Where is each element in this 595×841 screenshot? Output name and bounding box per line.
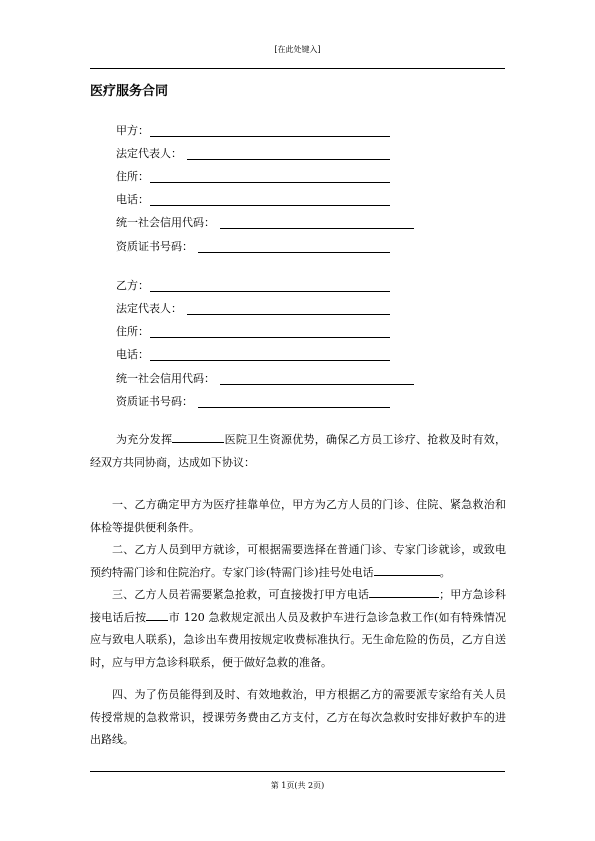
- header-rule: [90, 68, 505, 69]
- party-b-certificate-label: 资质证书号码：: [116, 395, 193, 408]
- party-b-representative-blank: [187, 314, 390, 315]
- party-b-blank: [150, 291, 390, 292]
- clause-3-text-a: 三、乙方人员若需要紧急抢救，可直接拨打甲方电话: [112, 588, 370, 601]
- party-a-label: 甲方：: [116, 124, 149, 137]
- party-b-credit-code-blank: [220, 384, 414, 385]
- party-a-representative-blank: [187, 159, 390, 160]
- clause-3: [90, 584, 506, 674]
- party-a-blank: [150, 136, 390, 137]
- contract-title: 医疗服务合同: [90, 84, 169, 99]
- party-a-address-blank: [150, 182, 390, 183]
- party-b-phone-blank: [150, 360, 390, 361]
- party-a-phone-label: 电话：: [116, 193, 149, 206]
- intro-text-a: 为充分发挥: [116, 433, 173, 446]
- party-a-credit-code-label: 统一社会信用代码：: [116, 216, 215, 229]
- party-b-address-label: 住所：: [116, 325, 149, 338]
- footer-rule: [90, 771, 505, 772]
- clause-2-text-b: 。: [439, 565, 451, 579]
- page-number: 第 1页(共 2页): [270, 781, 325, 790]
- party-a-address-label: 住所：: [116, 170, 149, 183]
- specialist-phone-blank: [374, 564, 440, 576]
- page-header: [在此处键入]: [274, 45, 321, 54]
- hospital-name-blank: [172, 431, 224, 443]
- party-a-representative-label: 法定代表人：: [116, 147, 182, 160]
- party-a-certificate-blank: [198, 252, 390, 253]
- emergency-phone-blank: [369, 586, 439, 598]
- party-b-address-blank: [150, 337, 390, 338]
- party-a-phone-blank: [150, 205, 390, 206]
- party-b-phone-label: 电话：: [116, 348, 149, 361]
- clause-2: [90, 539, 506, 584]
- clause-3-text-b: ；甲方急诊科接电话后按: [90, 588, 507, 624]
- party-a-credit-code-blank: [220, 228, 414, 229]
- clause-1: 一、乙方确定甲方为医疗挂靠单位，甲方为乙方人员的门诊、住院、紧急救治和体检等提供便利条件。: [90, 498, 506, 534]
- city-blank: [146, 609, 168, 621]
- party-b-credit-code-label: 统一社会信用代码：: [116, 372, 215, 385]
- clause-3-text-c: 市 120 急救规定派出人员及救护车进行急诊急救工作(如有特殊情况应与致电人联系)，急诊出车费用按规定收费标准执行。无生命危险的伤员，乙方自送时，应与甲方急诊科联系，便于做好急救的准备。: [90, 610, 506, 669]
- clause-4: 四、为了伤员能得到及时、有效地救治，甲方根据乙方的需要派专家给有关人员传授常规的急救常识，授课劳务费由乙方支付，乙方在每次急救时安排好救护车的进出路线。: [90, 688, 506, 746]
- party-b-certificate-blank: [198, 407, 390, 408]
- party-b-label: 乙方：: [116, 279, 149, 292]
- party-a-certificate-label: 资质证书号码：: [116, 240, 193, 253]
- party-b-representative-label: 法定代表人：: [116, 302, 182, 315]
- intro-text-b: 医院卫生资源优势，确保乙方员工诊疗、抢救及时有效，经双方共同协商，达成如下协议：: [90, 433, 507, 469]
- clause-2-text-a: 二、乙方人员到甲方就诊，可根据需要选择在普通门诊、专家门诊就诊，或致电预约特需门诊和住院治疗。专家门诊(特需门诊)挂号处电话: [90, 543, 506, 579]
- intro-paragraph: [90, 429, 506, 474]
